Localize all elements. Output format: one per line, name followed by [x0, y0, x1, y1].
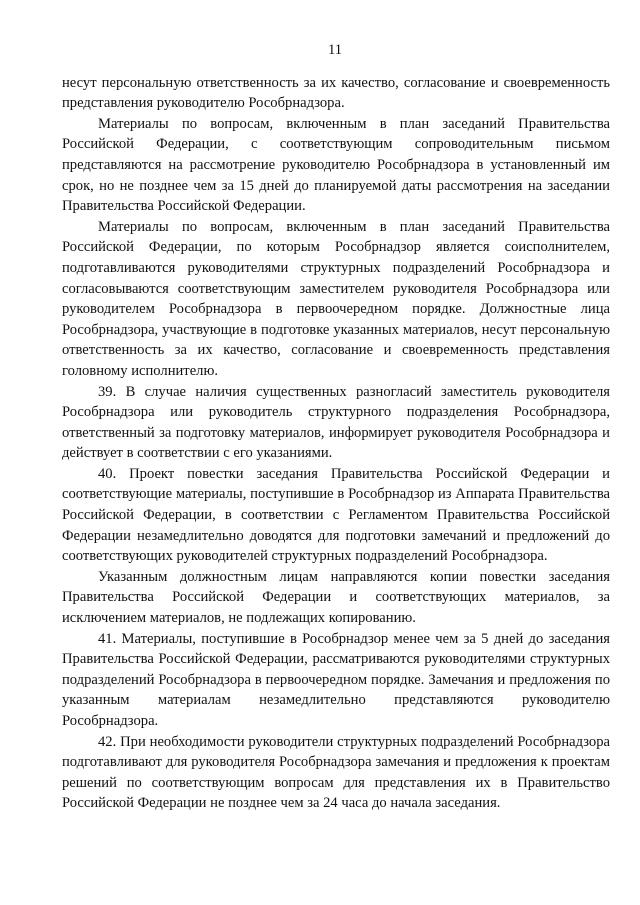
- paragraph-item-40: 40. Проект повестки заседания Правительства Российской Федерации и соответствующие материалы, поступившие в Рособрнадзор из Аппарата Правительства Российской Федерации, в соответствии с Регламентом Правительства Российской Федерации незамедлительно доводятся для подготовки замечаний и предложений до соответствующих руководителей структурных подразделений Рособрнадзора.: [62, 465, 610, 565]
- paragraph-materials-coexecutor: Материалы по вопросам, включенным в план заседаний Правительства Российской Федерации, по которым Рособрнадзор является соисполнителем, подготавливаются руководителями структурных подразделений Рособрнадзора и согласовываются соответствующим заместителем руководителя Рособрнадзора или руководителем Рособрнадзора в первоочередном порядке. Должностные лица Рособрнадзора, участвующие в подготовке указанных материалов, несут персональную ответственность за их качество, согласование и своевременность представления головному исполнителю.: [62, 218, 610, 379]
- paragraph-copies: Указанным должностным лицам направляются копии повестки заседания Правительства Российской Федерации и соответствующих материалов, за исключением материалов, не подлежащих копированию.: [62, 568, 610, 627]
- paragraph-item-42: 42. При необходимости руководители структурных подразделений Рособрнадзора подготавливают для руководителя Рособрнадзора замечания и предложения к проектам решений по соответствующим вопросам для представления их в Правительство Российской Федерации не позднее чем за 24 часа до начала заседания.: [62, 733, 610, 812]
- paragraph-item-39: 39. В случае наличия существенных разногласий заместитель руководителя Рособрнадзора или руководитель структурного подразделения Рособрнадзора, ответственный за подготовку материалов, информирует руководителя Рособрнадзора и действует в соответствии с его указаниями.: [62, 383, 610, 462]
- paragraph-item-41: 41. Материалы, поступившие в Рособрнадзор менее чем за 5 дней до заседания Правительства Российской Федерации, рассматриваются руководителями структурных подразделений Рособрнадзора в первоочередном порядке. Замечания и предложения по указанным материалам незамедлительно представляются руководителю Рособрнадзора.: [62, 630, 610, 729]
- page-number: 11: [327, 42, 343, 58]
- paragraph-continuation: несут персональную ответственность за их качество, согласование и своевременность представления руководителю Рособрнадзора.: [62, 74, 610, 112]
- paragraph-materials-plan: Материалы по вопросам, включенным в план заседаний Правительства Российской Федерации, с соответствующим сопроводительным письмом представляются на рассмотрение руководителю Рособрнадзора в установленный им срок, но не позднее чем за 15 дней до планируемой даты рассмотрения на заседании Правительства Российской Федерации.: [62, 115, 610, 215]
